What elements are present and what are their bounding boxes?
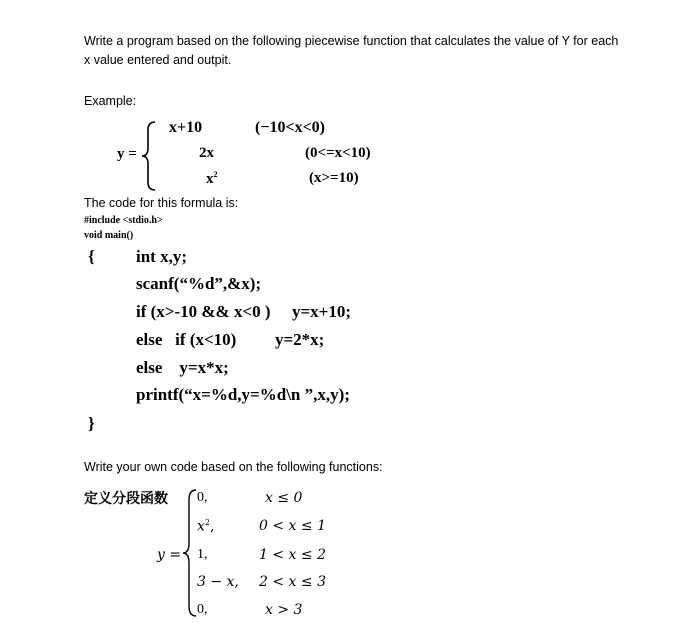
example-case-1-expr: x+10	[169, 119, 203, 136]
example-case-3-expr: $x^2$	[206, 170, 218, 187]
task-case-1-cond: x ≤ 0	[265, 490, 303, 506]
code-line-1: int x,y;	[136, 247, 187, 266]
code-line-4a: else if (x<10)	[136, 330, 237, 349]
code-main: void main()	[84, 230, 134, 241]
task-case-4-expr: 3 − x,	[197, 574, 239, 590]
code-line-6: printf(“x=%d,y=%d\n ”,x,y);	[136, 385, 350, 404]
example-case-2-cond: (0<=x<10)	[305, 145, 371, 161]
task-intro: Write your own code based on the following functions:	[84, 460, 383, 474]
task-case-3-cond: 1 < x ≤ 2	[259, 547, 326, 563]
code-line-3b: y=x+10;	[292, 302, 352, 321]
task-case-3-expr: 1,	[197, 547, 208, 562]
code-open-brace: {	[88, 247, 95, 266]
example-label: Example:	[84, 94, 137, 108]
intro-line-2: x value entered and outpit.	[84, 53, 232, 67]
code-include: #include <stdio.h>	[84, 215, 163, 226]
code-intro: The code for this formula is:	[84, 196, 239, 210]
code-line-2: scanf(“%d”,&x);	[136, 274, 262, 293]
example-case-1-cond: (−10<x<0)	[255, 119, 326, 136]
task-case-1-expr: 0,	[197, 490, 208, 505]
example-case-2-expr: 2x	[199, 145, 214, 161]
task-case-5-cond: x > 3	[265, 602, 303, 618]
example-lhs: y =	[117, 146, 137, 162]
task-case-2-cond: 0 < x ≤ 1	[259, 518, 326, 534]
example-case-3-cond: (x>=10)	[309, 170, 359, 186]
task-case-4-cond: 2 < x ≤ 3	[259, 574, 326, 590]
code-line-3a: if (x>-10 && x<0 )	[136, 302, 271, 321]
task-case-2-expr: $x^2$,	[197, 518, 215, 535]
code-close-brace: }	[88, 414, 95, 433]
example-brace	[140, 120, 160, 192]
intro-line-1: Write a program based on the following piecewise function that calculates the value of Y for each	[84, 34, 619, 48]
chinese-label: 定义分段函数	[84, 491, 168, 507]
code-line-4b: y=2*x;	[275, 330, 325, 349]
task-lhs: y =	[157, 547, 182, 563]
task-case-5-expr: 0,	[197, 602, 208, 617]
code-line-5: else y=x*x;	[136, 358, 229, 377]
